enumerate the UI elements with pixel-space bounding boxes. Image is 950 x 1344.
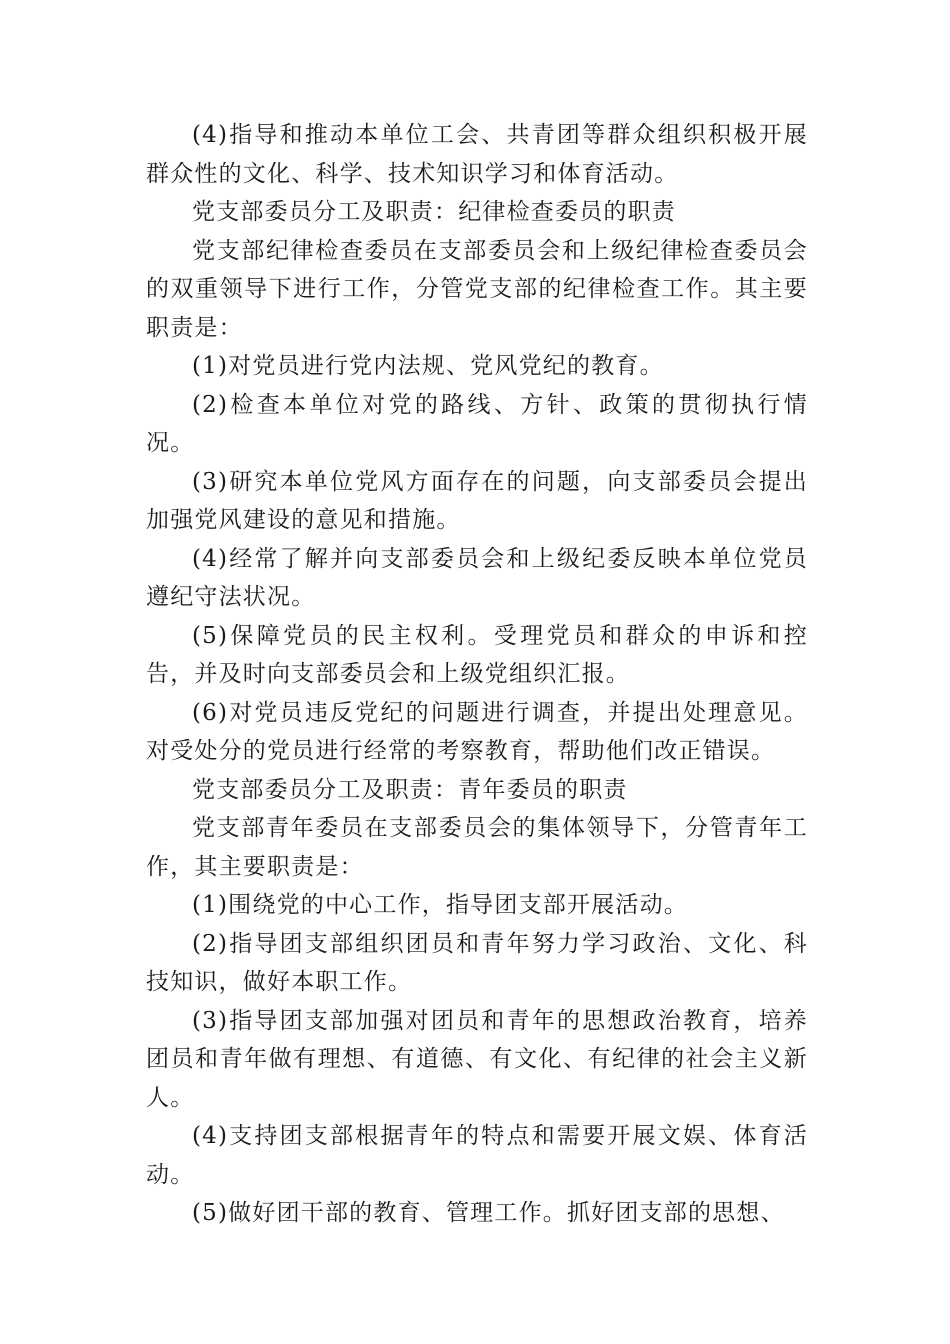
paragraph: 党支部青年委员在支部委员会的集体领导下，分管青年工作，其主要职责是： (146, 815, 808, 880)
list-item: (4)经常了解并向支部委员会和上级纪委反映本单位党员遵纪守法状况。 (146, 545, 808, 610)
list-item: (6)对党员违反党纪的问题进行调查，并提出处理意见。对受处分的党员进行经常的考察教育，帮助他们改正错误。 (146, 699, 808, 764)
list-item: (3)指导团支部加强对团员和青年的思想政治教育，培养团员和青年做有理想、有道德、有文化、有纪律的社会主义新人。 (146, 1007, 808, 1111)
list-item: (5)保障党员的民主权利。受理党员和群众的申诉和控告，并及时向支部委员会和上级党组织汇报。 (146, 622, 808, 687)
paragraph: (4)指导和推动本单位工会、共青团等群众组织积极开展群众性的文化、科学、技术知识学习和体育活动。 (146, 122, 808, 187)
list-item: (5)做好团干部的教育、管理工作。抓好团支部的思想、 (192, 1200, 785, 1226)
paragraph: 党支部纪律检查委员在支部委员会和上级纪律检查委员会的双重领导下进行工作，分管党支部的纪律检查工作。其主要职责是： (146, 237, 808, 341)
list-item: (1)围绕党的中心工作，指导团支部开展活动。 (192, 892, 688, 918)
list-item: (2)指导团支部组织团员和青年努力学习政治、文化、科技知识，做好本职工作。 (146, 930, 808, 995)
list-item: (4)支持团支部根据青年的特点和需要开展文娱、体育活动。 (146, 1123, 808, 1188)
list-item: (1)对党员进行党内法规、党风党纪的教育。 (192, 353, 664, 379)
section-heading: 党支部委员分工及职责：纪律检查委员的职责 (192, 199, 676, 225)
document-page (146, 116, 808, 1233)
section-heading: 党支部委员分工及职责：青年委员的职责 (192, 776, 628, 803)
list-item: (2)检查本单位对党的路线、方针、政策的贯彻执行情况。 (146, 391, 808, 456)
list-item: (3)研究本单位党风方面存在的问题，向支部委员会提出加强党风建设的意见和措施。 (146, 468, 808, 533)
